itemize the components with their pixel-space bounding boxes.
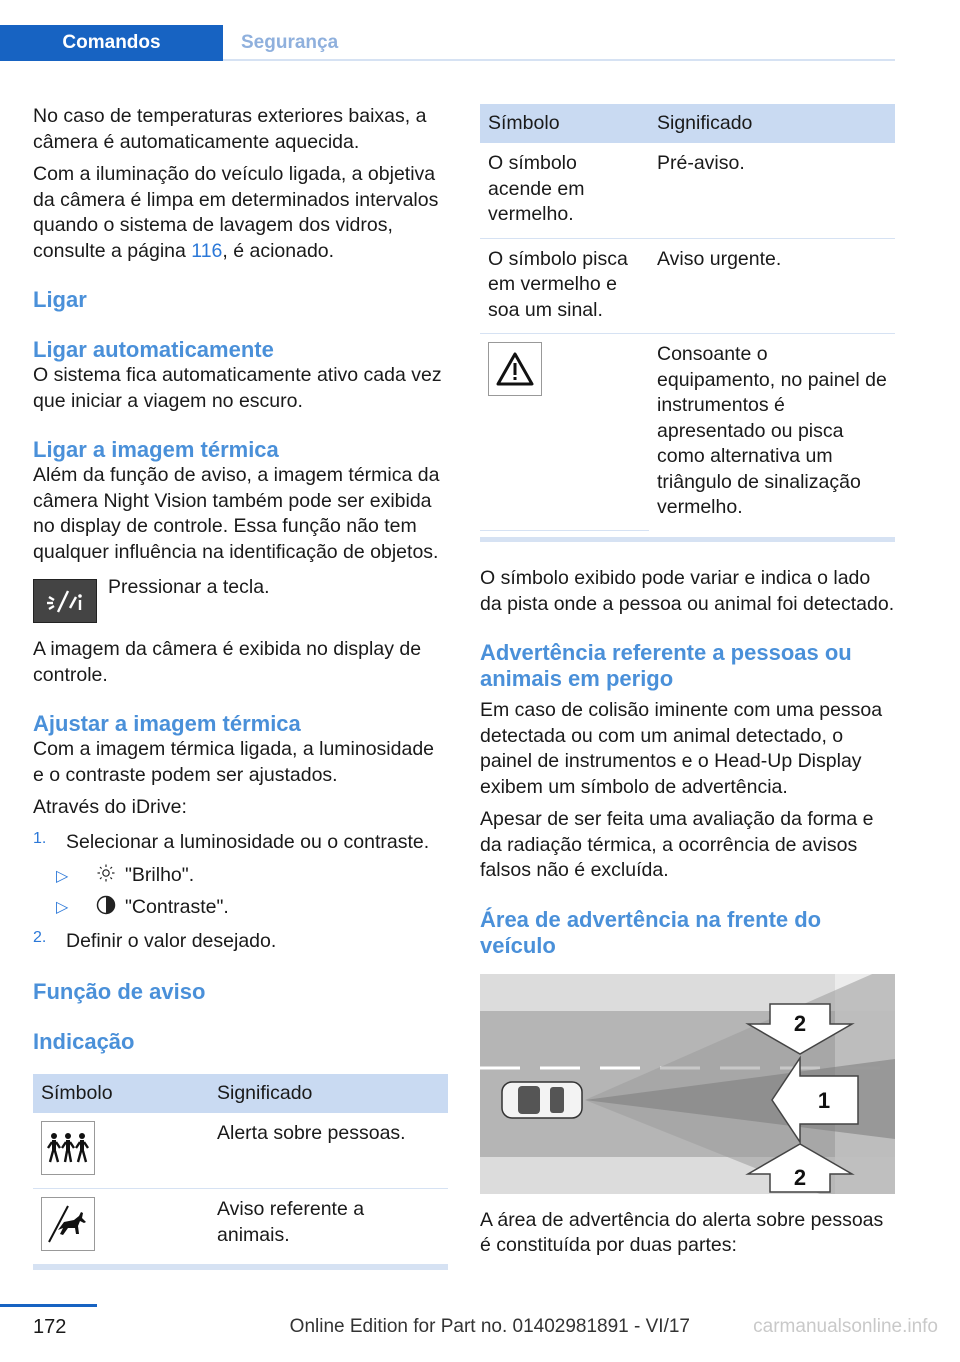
paragraph-false-alarms: Apesar de ser feita uma avaliação da forma e da radiação térmica, a ocorrência de avisos falsos não é excluída. <box>480 808 874 881</box>
paragraph-night-vision: Além da função de aviso, a imagem térmica da câmera Night Vision também pode ser exibida no display de controle. Essa função não tem qualquer influência na identificação de objetos. <box>33 464 440 563</box>
warning-triangle-icon <box>488 342 542 396</box>
paragraph-heating: No caso de temperaturas exteriores baixas, a câmera é automaticamente aquecida. <box>33 105 427 153</box>
table-cell-meaning: Pré-aviso. <box>649 143 895 238</box>
table-row <box>480 238 895 334</box>
watermark-text: carmanualsonline.info <box>753 1316 938 1337</box>
heading-ligar-automaticamente: Ligar automaticamente <box>33 337 274 362</box>
paragraph-adjust: Com a imagem térmica ligada, a luminosidade e o contraste podem ser ajustados. <box>33 738 435 786</box>
left-column <box>33 104 448 1270</box>
step-text: Definir o valor desejado. <box>66 930 277 952</box>
arrow-label-center: 1 <box>817 1087 831 1113</box>
top-tabs <box>0 25 338 61</box>
paragraph-idrive: Através do iDrive: <box>33 796 187 818</box>
column-header-significado: Significado <box>209 1074 448 1113</box>
step-2 <box>33 929 448 955</box>
table-cell-symbol: O símbolo acende em vermelho. <box>480 143 649 238</box>
triangle-bullet-icon: ▷ <box>56 899 69 917</box>
tab-comandos[interactable]: Comandos <box>0 25 223 61</box>
table-cell-meaning: Aviso urgente. <box>649 238 895 334</box>
column-header-simbolo: Símbolo <box>480 104 649 143</box>
table-header-row <box>33 1074 448 1113</box>
paragraph-auto-active: O sistema fica automaticamente ativo cada vez que iniciar a viagem no escuro. <box>33 364 442 412</box>
edition-text: Online Edition for Part no. 01402981891 - VI/17 <box>289 1316 690 1337</box>
paragraph-symbol-side: O símbolo exibido pode variar e indica o lado da pista onde a pessoa ou animal foi detectado. <box>480 567 895 615</box>
column-header-significado: Significado <box>649 104 895 143</box>
brightness-icon <box>96 863 125 888</box>
paragraph-cleaning <box>33 162 448 264</box>
key-press-row <box>33 576 448 623</box>
substep-text: "Brilho". <box>125 864 195 886</box>
table-cell-symbol <box>33 1113 209 1189</box>
warning-area-diagram <box>480 974 895 1194</box>
triangle-bullet-icon: ▷ <box>56 867 69 885</box>
heading-funcao-aviso: Função de aviso <box>33 978 206 1004</box>
heading-advertencia: Advertência referente a pessoas ou animais em perigo <box>480 640 852 691</box>
table-cell-symbol: O símbolo pisca em vermelho e soa um sinal. <box>480 238 649 334</box>
car-top-view-icon <box>502 1082 582 1118</box>
arrow-label-top: 2 <box>793 1010 807 1036</box>
substep-text: "Contraste". <box>125 895 229 918</box>
steps-list <box>33 830 448 955</box>
page-number: 172 <box>33 1316 67 1338</box>
night-vision-key-icon <box>33 579 97 623</box>
footer-accent-line <box>0 1304 97 1307</box>
paragraph-cleaning-text: Com a iluminação do veículo ligada, a objetiva da câmera é limpa em determinados intervalos quando o sistema de lavagem dos vidros, consulte a página <box>33 163 439 262</box>
table-cell-symbol <box>33 1189 209 1265</box>
column-header-simbolo: Símbolo <box>33 1074 209 1113</box>
table-cell-meaning: Consoante o equipamento, no painel de instrumentos é apresentado ou pisca como alternativa um triângulo de sinalização vermelho. <box>657 343 887 518</box>
table-row <box>33 1189 448 1265</box>
step-number: 1. <box>33 829 47 847</box>
heading-ligar-imagem-termica: Ligar a imagem térmica <box>33 437 279 462</box>
heading-area-advertencia: Área de advertência na frente do veículo <box>480 906 822 958</box>
table-cell-symbol <box>480 334 649 531</box>
table-row <box>33 1113 448 1189</box>
warning-area-svg <box>480 974 895 1194</box>
paragraph-cleaning-end: , é acionado. <box>222 239 335 262</box>
page-link-116[interactable]: 116 <box>191 239 223 262</box>
paragraph-image-shown: A imagem da câmera é exibida no display de controle. <box>33 638 422 686</box>
step-1 <box>33 830 448 856</box>
press-key-text: Pressionar a tecla. <box>108 576 270 598</box>
indication-table <box>33 1074 448 1266</box>
heading-indicacao: Indicação <box>33 1028 135 1054</box>
table-row <box>480 143 895 238</box>
step-text: Selecionar a luminosidade ou o contraste. <box>66 830 430 853</box>
right-column <box>480 104 895 1259</box>
table-bottom-rule <box>480 537 895 542</box>
tab-underline <box>223 59 895 61</box>
warning-levels-table <box>480 104 895 531</box>
tab-seguranca[interactable]: Segurança <box>241 32 339 53</box>
substep-contraste <box>33 895 448 921</box>
table-cell-meaning: Aviso referente a animais. <box>209 1189 448 1265</box>
paragraph-two-parts: A área de advertência do alerta sobre pessoas é constituída por duas partes: <box>480 1208 884 1256</box>
substep-brilho <box>33 863 448 889</box>
arrow-label-bottom: 2 <box>793 1164 807 1190</box>
heading-ajustar: Ajustar a imagem térmica <box>33 711 301 736</box>
animal-warning-icon <box>41 1197 95 1251</box>
paragraph-collision: Em caso de colisão iminente com uma pessoa detectada ou com um animal detectado, o painel de instrumentos e o Head-Up Display exibem um símbolo de advertência. <box>480 699 883 798</box>
heading-ligar: Ligar <box>33 287 87 312</box>
table-bottom-rule <box>33 1265 448 1270</box>
step-number: 2. <box>33 929 47 946</box>
table-row <box>480 334 895 531</box>
table-cell-meaning: Alerta sobre pessoas. <box>209 1113 448 1189</box>
table-header-row <box>480 104 895 143</box>
pedestrians-warning-icon <box>41 1121 95 1175</box>
contrast-icon <box>96 895 125 920</box>
